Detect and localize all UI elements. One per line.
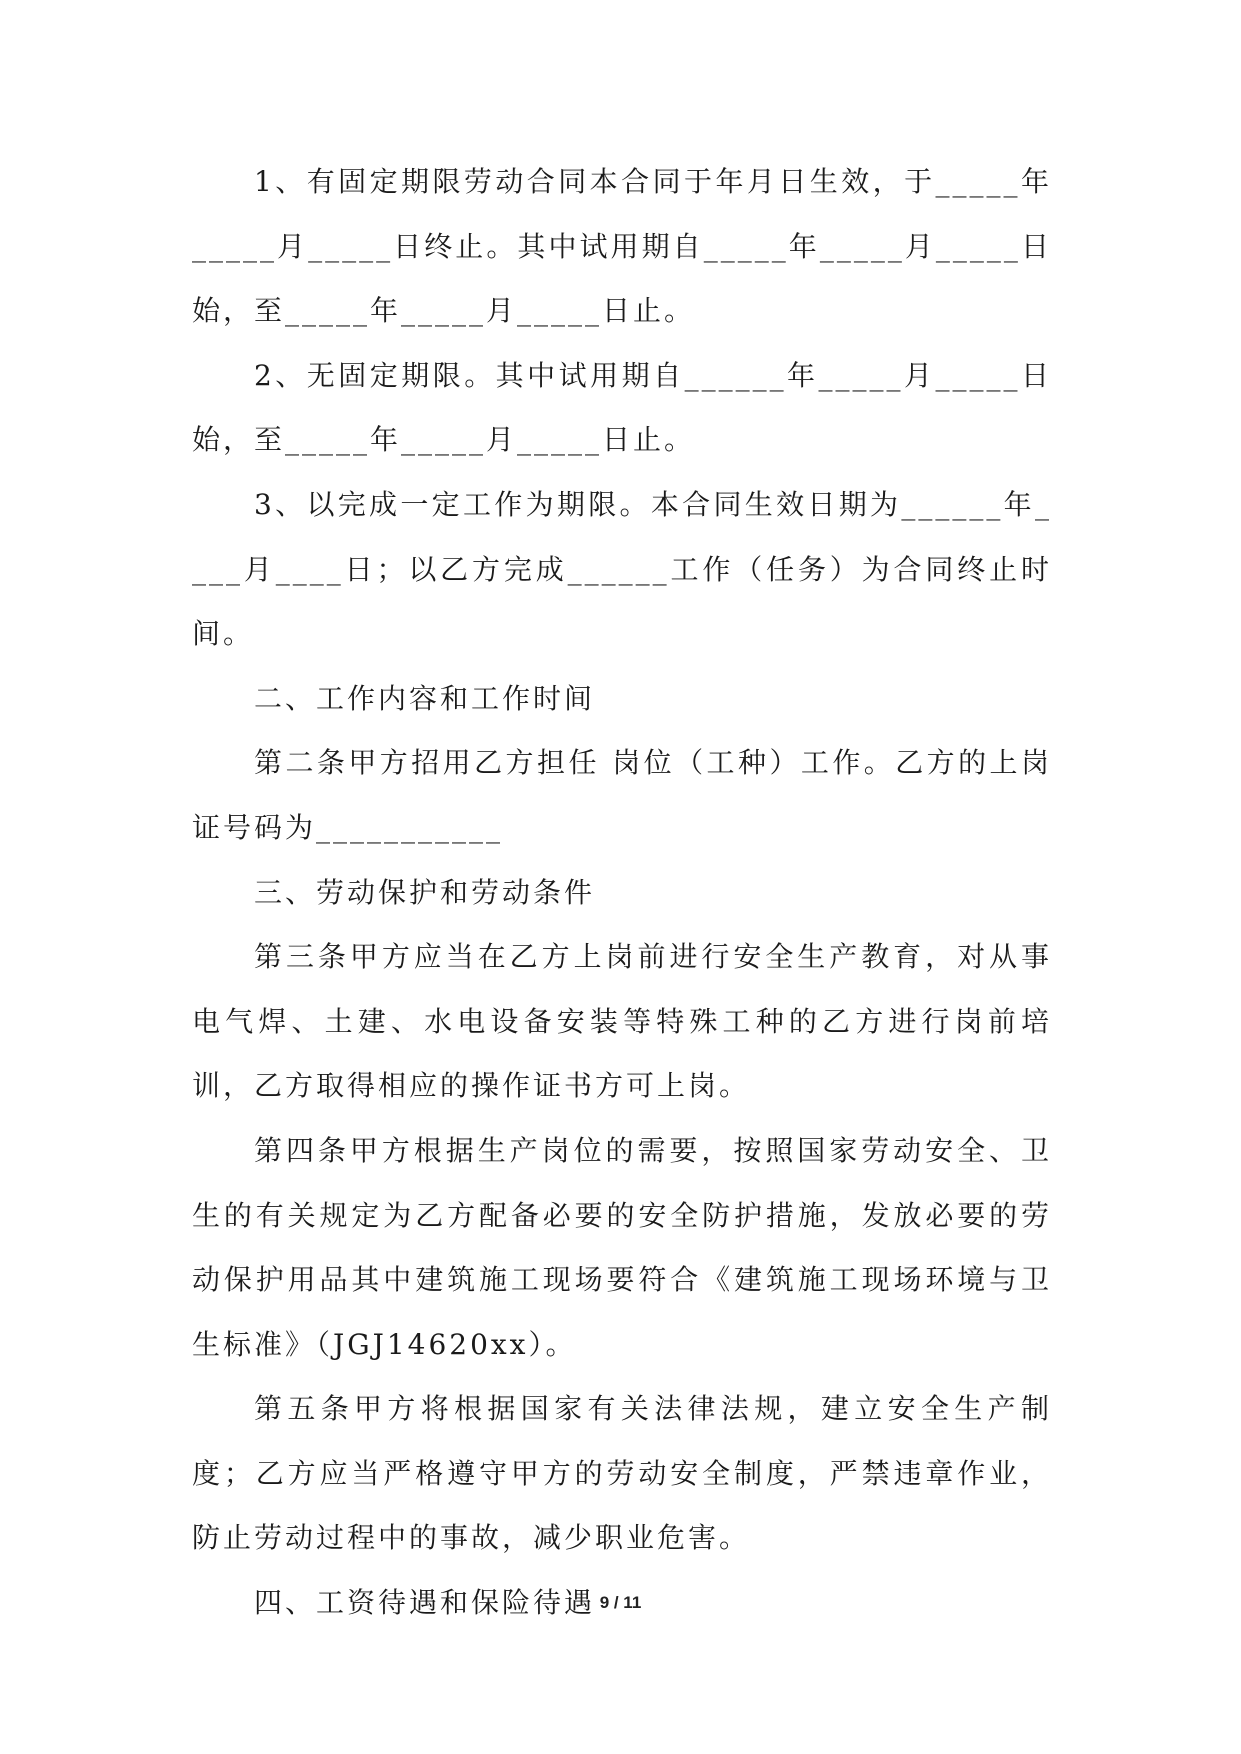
article-3: 第三条甲方应当在乙方上岗前进行安全生产教育，对从事电气焊、土建、水电设备安装等特殊工种的乙方进行岗前培训，乙方取得相应的操作证书方可上岗。 — [192, 940, 1052, 1103]
article-4: 第四条甲方根据生产岗位的需要，按照国家劳动安全、卫生的有关规定为乙方配备必要的安全防护措施，发放必要的劳动保护用品其中建筑施工现场要符合《建筑施工现场环境与卫生标准》（JGJ14620xx）。 — [192, 1133, 1052, 1361]
page-number: 9 / 11 — [599, 1593, 642, 1612]
clause-open-term: 2、无固定期限。其中试用期自______年_____月_____日始，至_____年_____月_____日止。 — [192, 358, 1052, 457]
section-heading-wages: 四、工资待遇和保险待遇 — [254, 1586, 596, 1620]
clause-task-term: 3、以完成一定工作为期限。本合同生效日期为______年____月____日；以乙方完成______工作（任务）为合同终止时间。 — [192, 487, 1052, 651]
article-5: 第五条甲方将根据国家有关法律法规，建立安全生产制度；乙方应当严格遵守甲方的劳动安全制度，严禁违章作业，防止劳动过程中的事故，减少职业危害。 — [192, 1392, 1052, 1555]
clause-fixed-term: 1、有固定期限劳动合同本合同于年月日生效，于_____年_____月_____日终止。其中试用期自_____年_____月_____日始，至_____年_____月_____日止。 — [192, 165, 1052, 328]
section-heading-protection: 三、劳动保护和劳动条件 — [254, 875, 596, 909]
article-2: 第二条甲方招用乙方担任 岗位（工种）工作。乙方的上岗证号码为___________ — [192, 746, 1052, 844]
document-body — [192, 150, 1052, 1636]
section-heading-work: 二、工作内容和工作时间 — [254, 681, 596, 715]
